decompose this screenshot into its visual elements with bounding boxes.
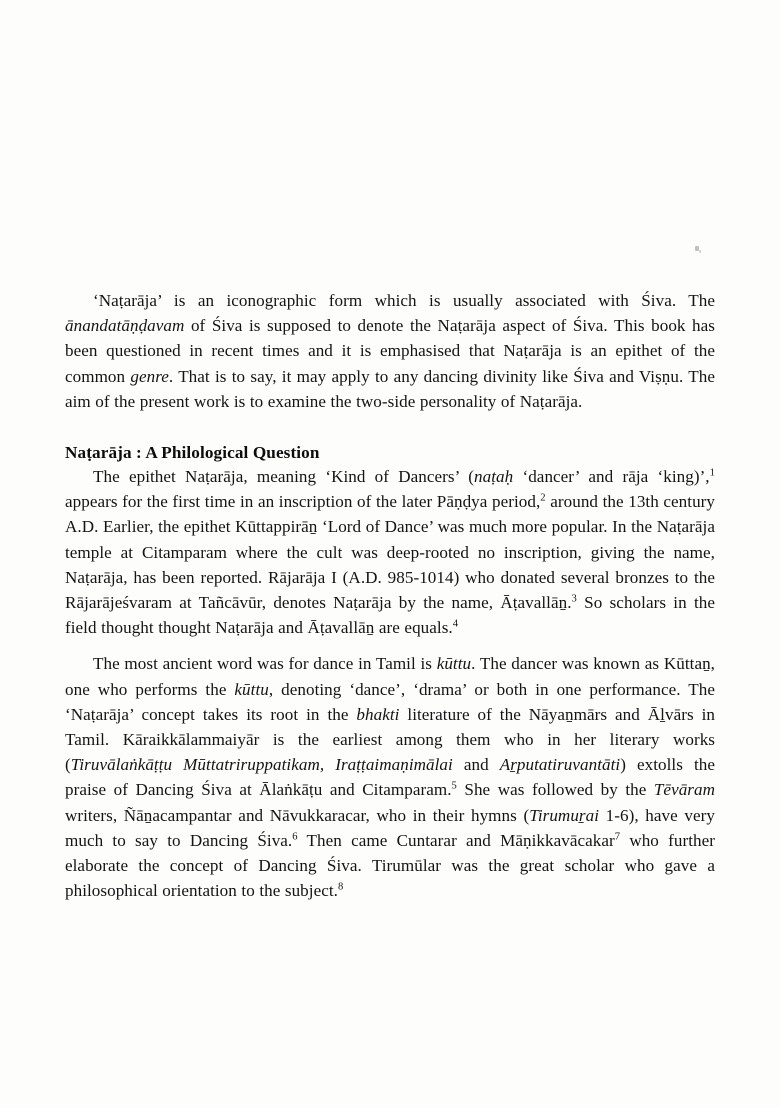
paragraph-kuttu-part-1: The most ancient word was for dance in Tamil is — [93, 654, 437, 674]
paragraph-kuttu-part-8: writers, Ñāṉacampantar and Nāvukkaracar, who in their hymns ( — [65, 805, 530, 825]
term-genre: genre — [130, 366, 169, 386]
work-title-tirumurai: Tirumuṟai — [529, 805, 600, 825]
paragraph-kuttu-part-9: 1-6), have very much to say to Dancing Śiva. — [65, 805, 715, 850]
term-kuttu-1: kūttu — [436, 654, 472, 674]
paragraph-philological-part-3: appears for the first time in an inscription of the later Pāṇḍya period, — [65, 492, 541, 512]
footnote-marker-8: 8 — [337, 881, 344, 893]
paragraph-kuttu-part-7: She was followed by the — [456, 780, 654, 800]
paragraph-kuttu-part-2: . The dancer was known as Kūttaṉ, one who performs the — [65, 654, 715, 699]
term-natah: naṭaḥ — [474, 467, 514, 487]
paragraph-kuttu-part-3: , denoting ‘dance’, ‘drama’ or both in one performance. The ‘Naṭarāja’ concept takes its root in the — [65, 679, 715, 724]
footnote-marker-5: 5 — [451, 780, 457, 792]
work-title-tevaram: Tēvāram — [653, 780, 715, 800]
work-titles-1: Tiruvālaṅkāṭṭu Mūttatriruppatikam, Iraṭṭaimaṇimālai — [70, 755, 453, 775]
work-title-arputatiruvantati: Aṟputatiruvantāti — [499, 755, 621, 775]
paragraph-philological-part-1: The epithet Naṭarāja, meaning ‘Kind of Dancers’ ( — [93, 467, 475, 487]
spacer-before-heading — [65, 414, 715, 441]
footnote-marker-2: 2 — [540, 492, 546, 504]
paragraph-kuttu — [65, 651, 715, 903]
paragraph-kuttu-part-11: who further elaborate the concept of Dancing Śiva. Tirumūlar was the great scholar who gave a philosophical orientation to the subject. — [65, 830, 715, 901]
footnote-marker-4: 4 — [452, 618, 459, 630]
paragraph-philological-part-5: So scholars in the field thought thought Naṭarāja and Āṭavallāṉ are equals. — [65, 593, 715, 638]
paragraph-intro — [65, 288, 715, 414]
scan-speck-artifact-secondary — [699, 250, 701, 253]
footnote-marker-1: 1 — [709, 467, 715, 479]
paragraph-philological-part-4: around the 13th century A.D. Earlier, the epithet Kūttappirāṉ ‘Lord of Dance’ was much more popular. In the Naṭarāja temple at Citamparam where the cult was deep-rooted no inscription, giving the name, Naṭarāja, has been reported. Rājarāja I (A.D. 985-1014) who donated several bronzes to the Rājarājeśvaram at Tañcāvūr, denotes Naṭarāja by the name, Āṭavallāṉ. — [65, 492, 716, 613]
paragraph-kuttu-part-4: literature of the Nāyaṉmārs and Āḻvārs in Tamil. Kāraikkālammaiyār is the earliest among them who in her literary works ( — [65, 704, 715, 775]
paragraph-intro-part-1: ‘Naṭarāja’ is an iconographic form which is usually associated with Śiva. The — [93, 291, 715, 310]
paragraph-intro-part-2: of Śiva is supposed to denote the Naṭarāja aspect of Śiva. This book has been questioned in recent times and it is emphasised that Naṭarāja is an epithet of the common — [65, 316, 715, 386]
paragraph-kuttu-part-6: ) extolls the praise of Dancing Śiva at Ālaṅkāṭu and Citamparam. — [65, 755, 715, 800]
paragraph-philological — [65, 464, 715, 640]
footnote-marker-7: 7 — [614, 831, 621, 843]
paragraph-kuttu-part-10: Then came Cuntarar and Māṇikkavācakar — [297, 830, 615, 850]
paragraph-philological-part-2: ‘dancer’ and rāja ‘king)’, — [513, 467, 710, 487]
footnote-marker-6: 6 — [292, 831, 298, 843]
term-bhakti: bhakti — [356, 704, 400, 724]
page-text-column — [65, 288, 715, 903]
term-kuttu-2: kūttu — [234, 679, 269, 699]
paragraph-kuttu-part-5: and — [452, 755, 500, 775]
term-anandatandavam: ānandatāṇḍavam — [65, 316, 185, 336]
spacer-between-paragraphs — [65, 640, 715, 651]
section-heading: Naṭarāja : A Philological Question — [65, 443, 320, 463]
paragraph-intro-part-3: . That is to say, it may apply to any dancing divinity like Śiva and Viṣṇu. The aim of the present work is to examine the two-side personality of Naṭarāja. — [65, 366, 715, 411]
footnote-marker-3: 3 — [571, 593, 577, 605]
